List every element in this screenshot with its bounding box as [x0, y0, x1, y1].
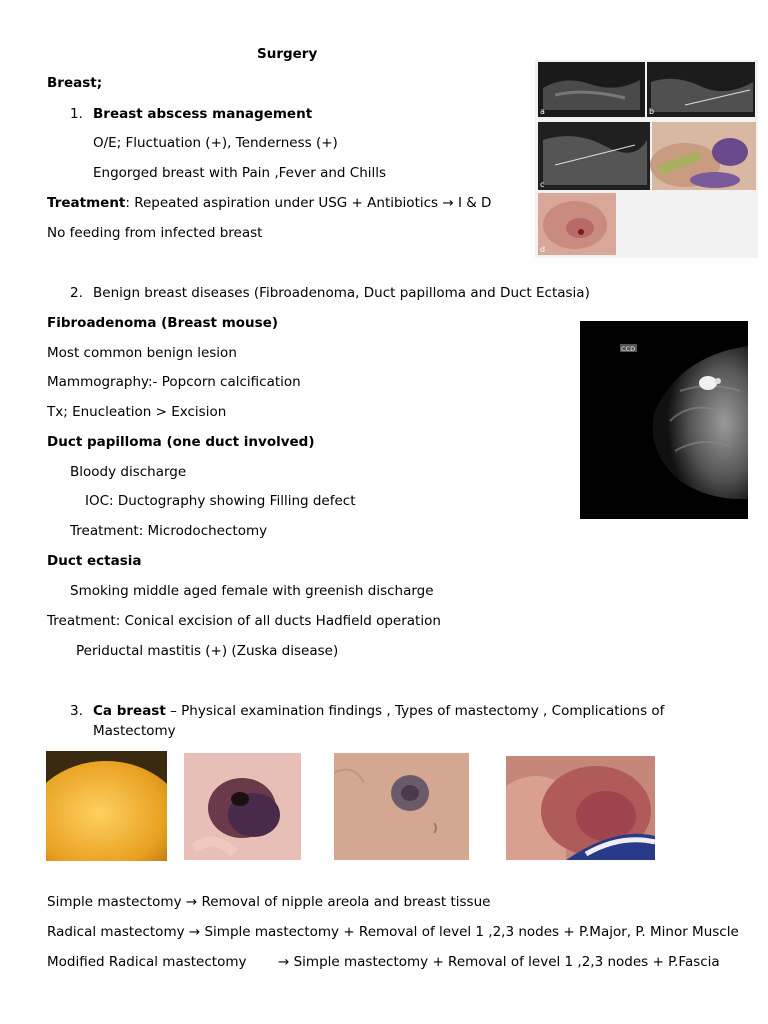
photo-inflammatory-breast — [506, 756, 655, 860]
photo-areola — [334, 753, 469, 860]
abscess-treatment — [47, 194, 491, 212]
benign-heading: Benign breast diseases (Fibroadenoma, Duct papilloma and Duct Ectasia) — [93, 285, 590, 301]
fig-label-b: b — [649, 107, 655, 116]
ca-heading-bold: Ca breast — [93, 703, 166, 719]
abscess-figure-image — [535, 60, 758, 258]
list-number-3: 3. — [70, 703, 83, 719]
page-title: Surgery — [257, 46, 318, 62]
mastectomy-modified-text: → Simple mastectomy + Removal of level 1 ,2,3 nodes + P.Fascia — [278, 954, 720, 970]
list-number-2: 2. — [70, 285, 83, 301]
fig-label-a: a — [540, 107, 545, 116]
abscess-oe: O/E; Fluctuation (+), Tenderness (+) — [93, 135, 338, 151]
fibro-line-2: Mammography:- Popcorn calcification — [47, 374, 301, 390]
mammo-label: CCD — [621, 345, 636, 353]
photo-orange-peel — [46, 751, 167, 861]
ca-heading-line2: Mastectomy — [93, 723, 176, 739]
treatment-text: : Repeated aspiration under USG + Antibiotics → I & D — [125, 195, 492, 211]
abscess-heading: Breast abscess management — [93, 106, 313, 122]
ca-heading — [93, 702, 664, 720]
ectasia-line-3: Periductal mastitis (+) (Zuska disease) — [76, 643, 339, 659]
ca-heading-rest: – Physical examination findings , Types of mastectomy , Complications of — [165, 703, 665, 719]
fibroadenoma-title: Fibroadenoma (Breast mouse) — [47, 315, 279, 331]
abscess-no-feeding: No feeding from infected breast — [47, 225, 263, 241]
mastectomy-simple: Simple mastectomy → Removal of nipple areola and breast tissue — [47, 894, 491, 910]
abscess-figure-panel — [535, 60, 758, 258]
ectasia-line-2: Treatment: Conical excision of all ducts Hadfield operation — [47, 613, 441, 629]
papilloma-title: Duct papilloma (one duct involved) — [47, 434, 315, 450]
papilloma-line-1: Bloody discharge — [70, 464, 187, 480]
papilloma-line-2: IOC: Ductography showing Filling defect — [85, 493, 356, 509]
abscess-engorged: Engorged breast with Pain ,Fever and Chills — [93, 165, 387, 181]
mastectomy-modified-label: Modified Radical mastectomy — [47, 954, 247, 970]
ectasia-line-1: Smoking middle aged female with greenish discharge — [70, 583, 434, 599]
photo-nipple-retraction — [184, 753, 301, 860]
ectasia-title: Duct ectasia — [47, 553, 142, 569]
section-heading: Breast; — [47, 75, 103, 91]
mastectomy-radical: Radical mastectomy → Simple mastectomy + Removal of level 1 ,2,3 nodes + P.Major, P. Minor Muscle — [47, 924, 739, 940]
treatment-label: Treatment — [47, 195, 126, 211]
fibro-line-1: Most common benign lesion — [47, 345, 237, 361]
fig-label-d: d — [540, 245, 546, 254]
fig-label-c: c — [540, 180, 545, 189]
mammogram-image — [580, 321, 748, 519]
fibro-line-3: Tx; Enucleation > Excision — [47, 404, 227, 420]
list-number-1: 1. — [70, 106, 83, 122]
papilloma-line-3: Treatment: Microdochectomy — [70, 523, 268, 539]
